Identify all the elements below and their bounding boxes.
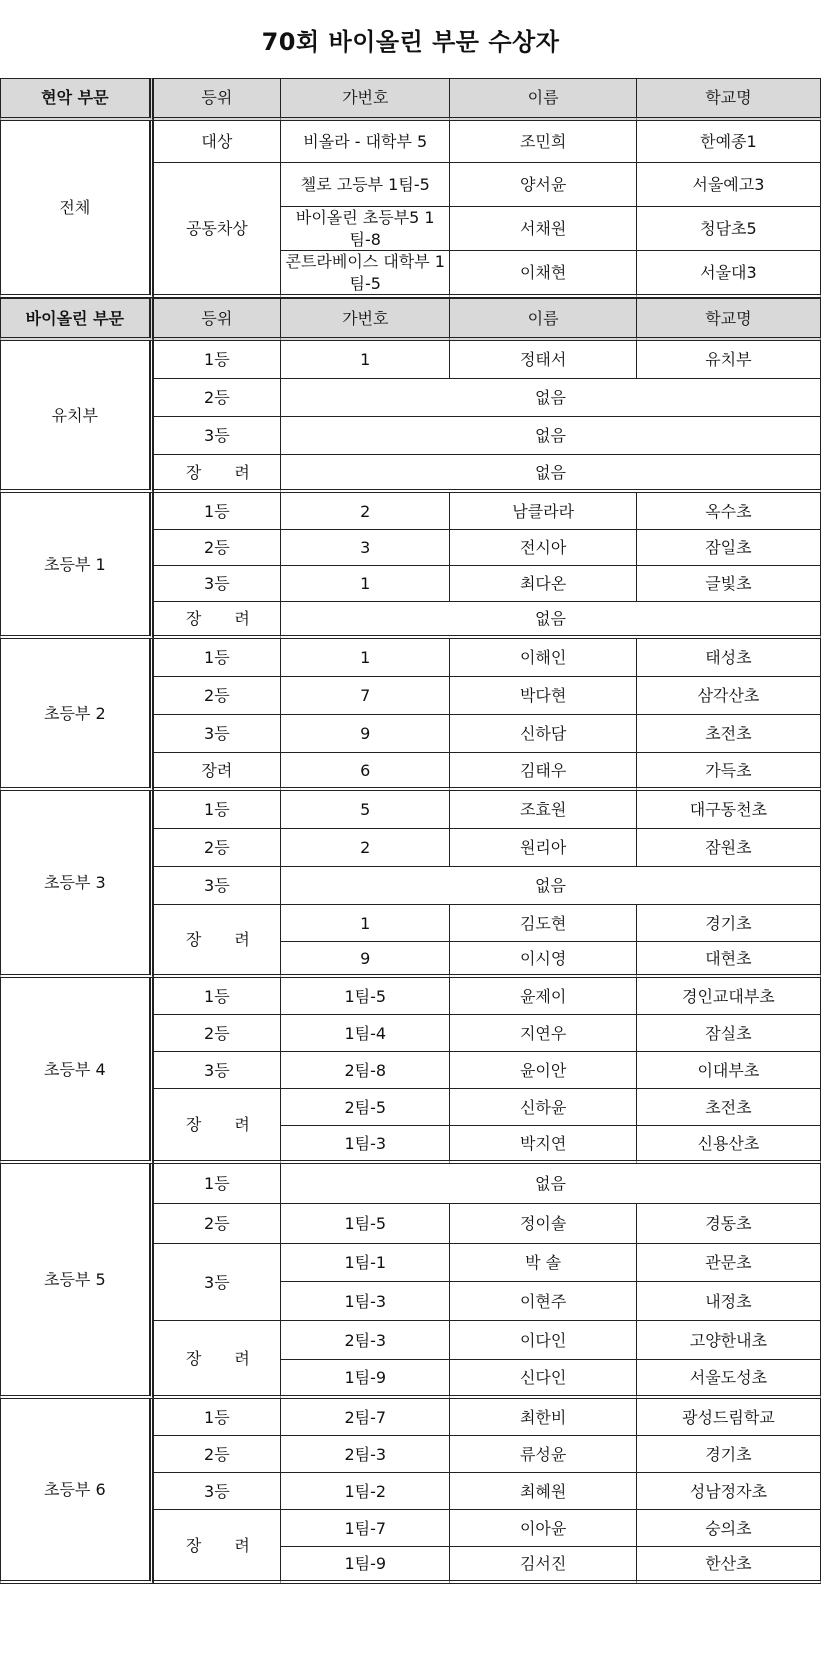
rank-cell: 3등	[154, 867, 281, 905]
rank-cell: 1등	[154, 1164, 281, 1204]
rank-cell: 장려	[154, 753, 281, 791]
header-rank: 등위	[154, 298, 281, 341]
header-number: 가번호	[281, 298, 450, 341]
school-cell: 고양한내초	[637, 1321, 821, 1360]
number-cell: 1팀-9	[281, 1360, 450, 1399]
name-cell: 김태우	[450, 753, 636, 791]
name-cell: 조민희	[450, 121, 636, 163]
school-cell: 한산초	[637, 1547, 821, 1584]
rank-cell: 3등	[154, 1473, 281, 1510]
number-cell: 1팀-7	[281, 1510, 450, 1547]
rank-cell: 1등	[154, 341, 281, 379]
none-cell: 없음	[281, 867, 821, 905]
name-cell: 윤이안	[450, 1052, 636, 1089]
number-cell: 1	[281, 905, 450, 942]
number-cell: 2팀-7	[281, 1399, 450, 1436]
rank-cell	[154, 1321, 281, 1399]
school-cell: 태성초	[637, 639, 821, 677]
number-cell: 2팀-3	[281, 1436, 450, 1473]
number-cell: 3	[281, 530, 450, 566]
name-cell: 서채원	[450, 207, 636, 251]
rank-cell: 3등	[154, 715, 281, 753]
rank-cell: 2등	[154, 530, 281, 566]
none-cell: 없음	[281, 417, 821, 455]
school-cell: 숭의초	[637, 1510, 821, 1547]
table-row	[0, 1399, 821, 1436]
number-cell: 1팀-9	[281, 1547, 450, 1584]
number-cell: 1팀-5	[281, 1204, 450, 1244]
school-cell: 서울예고3	[637, 163, 821, 207]
name-cell: 윤제이	[450, 978, 636, 1015]
number-cell: 1	[281, 639, 450, 677]
rank-cell	[154, 455, 281, 493]
name-cell: 원리아	[450, 829, 636, 867]
school-cell: 관문초	[637, 1244, 821, 1282]
page-title: 70회 바이올린 부문 수상자	[261, 27, 560, 56]
number-cell: 1팀-5	[281, 978, 450, 1015]
name-cell: 박 솔	[450, 1244, 636, 1282]
school-cell: 경인교대부초	[637, 978, 821, 1015]
number-cell: 9	[281, 942, 450, 978]
school-cell: 대현초	[637, 942, 821, 978]
school-cell: 초전초	[637, 715, 821, 753]
name-cell: 지연우	[450, 1015, 636, 1052]
encourage-label: 장 려	[185, 609, 264, 629]
number-cell: 첼로 고등부 1팀-5	[281, 163, 450, 207]
school-cell: 한예종1	[637, 121, 821, 163]
rank-cell: 1등	[154, 493, 281, 530]
elem5-label: 초등부 5	[0, 1164, 154, 1399]
school-cell: 광성드림학교	[637, 1399, 821, 1436]
table-row	[0, 341, 821, 379]
name-cell: 최혜원	[450, 1473, 636, 1510]
school-cell: 서울대3	[637, 251, 821, 298]
rank-cell: 3등	[154, 1244, 281, 1321]
name-cell: 최다온	[450, 566, 636, 602]
rank-cell: 3등	[154, 1052, 281, 1089]
rank-cell: 3등	[154, 417, 281, 455]
header-name: 이름	[450, 298, 636, 341]
number-cell: 1팀-4	[281, 1015, 450, 1052]
rank-cell	[154, 602, 281, 639]
kinder-label: 유치부	[0, 341, 154, 493]
name-cell: 정태서	[450, 341, 636, 379]
school-cell: 잠실초	[637, 1015, 821, 1052]
number-cell: 6	[281, 753, 450, 791]
name-cell: 이다인	[450, 1321, 636, 1360]
name-cell: 박다현	[450, 677, 636, 715]
name-cell: 이시영	[450, 942, 636, 978]
name-cell: 이채현	[450, 251, 636, 298]
table-row	[0, 639, 821, 677]
rank-cell: 대상	[154, 121, 281, 163]
school-cell: 내정초	[637, 1282, 821, 1321]
elem1-label: 초등부 1	[0, 493, 154, 639]
school-cell: 가득초	[637, 753, 821, 791]
number-cell: 바이올린 초등부5 1팀-8	[281, 207, 450, 251]
overall-label: 전체	[0, 121, 154, 298]
header-division: 현악 부문	[0, 78, 154, 121]
number-cell: 7	[281, 677, 450, 715]
table-row	[0, 493, 821, 530]
header-school: 학교명	[637, 298, 821, 341]
school-cell: 성남정자초	[637, 1473, 821, 1510]
header-number: 가번호	[281, 78, 450, 121]
school-cell: 잠일초	[637, 530, 821, 566]
school-cell: 경기초	[637, 905, 821, 942]
rank-cell	[154, 905, 281, 978]
number-cell: 비올라 - 대학부 5	[281, 121, 450, 163]
number-cell: 9	[281, 715, 450, 753]
number-cell: 1팀-2	[281, 1473, 450, 1510]
number-cell: 1팀-3	[281, 1282, 450, 1321]
name-cell: 이아윤	[450, 1510, 636, 1547]
rank-cell: 2등	[154, 677, 281, 715]
number-cell: 2	[281, 493, 450, 530]
header-school: 학교명	[637, 78, 821, 121]
name-cell: 신하윤	[450, 1089, 636, 1126]
rank-cell	[154, 1510, 281, 1584]
number-cell: 2팀-3	[281, 1321, 450, 1360]
school-cell: 신용산초	[637, 1126, 821, 1164]
name-cell: 신다인	[450, 1360, 636, 1399]
name-cell: 이현주	[450, 1282, 636, 1321]
encourage-label: 장 려	[185, 462, 264, 482]
name-cell: 이해인	[450, 639, 636, 677]
number-cell: 2	[281, 829, 450, 867]
encourage-label: 장 려	[185, 1115, 264, 1135]
awards-table	[0, 78, 821, 1584]
rank-cell: 3등	[154, 566, 281, 602]
number-cell: 콘트라베이스 대학부 1팀-5	[281, 251, 450, 298]
table-row	[0, 1164, 821, 1204]
school-cell: 경기초	[637, 1436, 821, 1473]
school-cell: 유치부	[637, 341, 821, 379]
elem4-label: 초등부 4	[0, 978, 154, 1164]
rank-cell: 공동차상	[154, 163, 281, 298]
school-cell: 초전초	[637, 1089, 821, 1126]
school-cell: 잠원초	[637, 829, 821, 867]
elem2-label: 초등부 2	[0, 639, 154, 791]
school-cell: 옥수초	[637, 493, 821, 530]
header-division: 바이올린 부문	[0, 298, 154, 341]
school-cell: 글빛초	[637, 566, 821, 602]
number-cell: 2팀-5	[281, 1089, 450, 1126]
encourage-label: 장 려	[185, 1535, 264, 1555]
name-cell: 정이솔	[450, 1204, 636, 1244]
name-cell: 신하담	[450, 715, 636, 753]
name-cell: 박지연	[450, 1126, 636, 1164]
number-cell: 1팀-3	[281, 1126, 450, 1164]
name-cell: 조효원	[450, 791, 636, 829]
name-cell: 양서윤	[450, 163, 636, 207]
name-cell: 남클라라	[450, 493, 636, 530]
header-row-strings	[0, 78, 821, 121]
none-cell: 없음	[281, 379, 821, 417]
rank-cell: 2등	[154, 1436, 281, 1473]
name-cell: 김서진	[450, 1547, 636, 1584]
header-row-violin	[0, 298, 821, 341]
rank-cell: 2등	[154, 829, 281, 867]
rank-cell: 1등	[154, 978, 281, 1015]
encourage-label: 장 려	[185, 930, 264, 950]
elem3-label: 초등부 3	[0, 791, 154, 978]
none-cell: 없음	[281, 1164, 821, 1204]
name-cell: 전시아	[450, 530, 636, 566]
school-cell: 청담초5	[637, 207, 821, 251]
rank-cell	[154, 1089, 281, 1164]
number-cell: 1	[281, 566, 450, 602]
encourage-label: 장 려	[185, 1348, 264, 1368]
table-row	[0, 978, 821, 1015]
school-cell: 서울도성초	[637, 1360, 821, 1399]
name-cell: 류성윤	[450, 1436, 636, 1473]
header-name: 이름	[450, 78, 636, 121]
elem6-label: 초등부 6	[0, 1399, 154, 1584]
name-cell: 김도현	[450, 905, 636, 942]
number-cell: 2팀-8	[281, 1052, 450, 1089]
none-cell: 없음	[281, 602, 821, 639]
rank-cell: 2등	[154, 379, 281, 417]
none-cell: 없음	[281, 455, 821, 493]
rank-cell: 1등	[154, 791, 281, 829]
rank-cell: 1등	[154, 1399, 281, 1436]
number-cell: 1	[281, 341, 450, 379]
rank-cell: 2등	[154, 1015, 281, 1052]
school-cell: 경동초	[637, 1204, 821, 1244]
table-row	[0, 791, 821, 829]
school-cell: 대구동천초	[637, 791, 821, 829]
table-row	[0, 121, 821, 163]
rank-cell: 1등	[154, 639, 281, 677]
number-cell: 5	[281, 791, 450, 829]
school-cell: 삼각산초	[637, 677, 821, 715]
number-cell: 1팀-1	[281, 1244, 450, 1282]
name-cell: 최한비	[450, 1399, 636, 1436]
rank-cell: 2등	[154, 1204, 281, 1244]
header-rank: 등위	[154, 78, 281, 121]
school-cell: 이대부초	[637, 1052, 821, 1089]
